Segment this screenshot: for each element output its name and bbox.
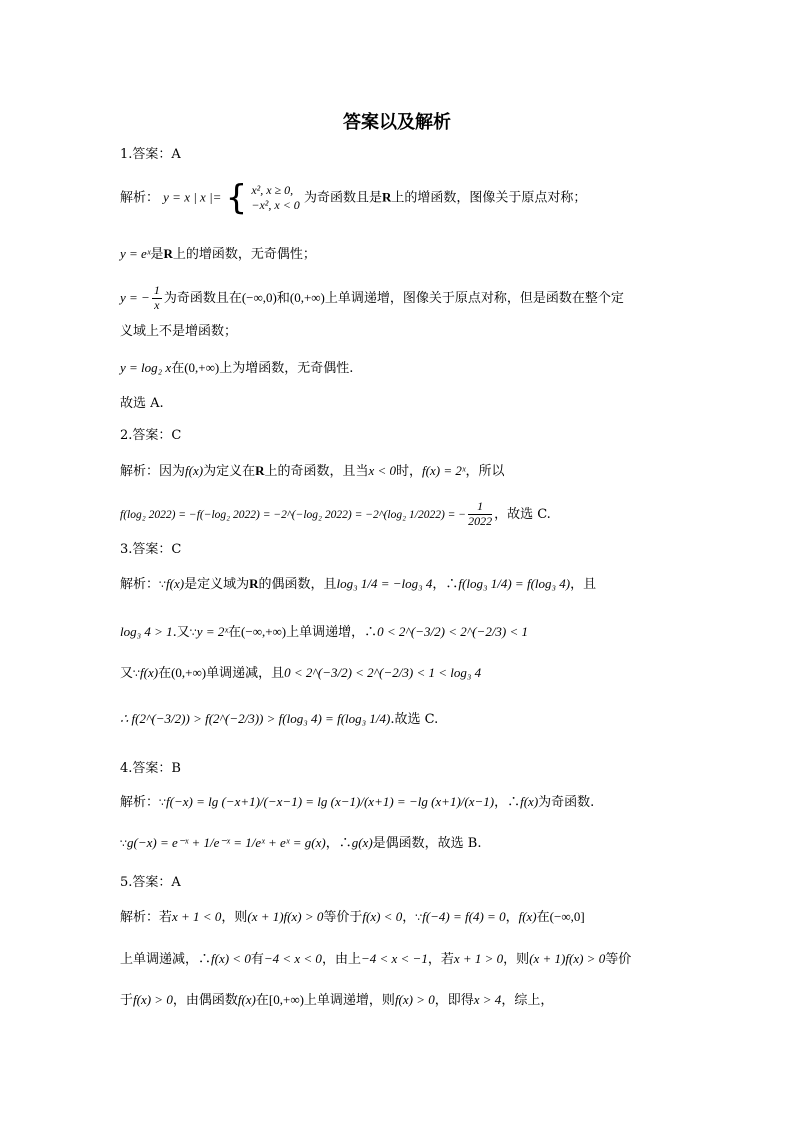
condition: x + 1 > 0 xyxy=(453,951,504,966)
text: 单调递减，且 xyxy=(206,666,285,681)
equation: g(−x) = e⁻ˣ + 1/e⁻ˣ = 1/eˣ + eˣ = g(x) xyxy=(127,835,326,850)
function: f(x) xyxy=(518,909,537,924)
text: ，故选 C. xyxy=(494,506,551,522)
q3-answer: 3.答案：C xyxy=(120,542,182,557)
condition: x + 1 < 0 xyxy=(172,909,222,924)
interval: (0,+∞) xyxy=(184,360,220,375)
q2-analysis-line2 xyxy=(120,500,551,529)
because-symbol: ∵ xyxy=(189,626,197,639)
numerator: 1 xyxy=(153,283,160,297)
because-symbol: ∵ xyxy=(159,796,167,809)
text: 上的奇函数，且当 xyxy=(264,464,369,479)
text: 有 xyxy=(250,952,264,967)
text: 时， xyxy=(396,464,423,479)
text: 解析：若 xyxy=(120,910,173,925)
interval: (−∞,0] xyxy=(549,909,585,924)
text: ，综上， xyxy=(501,993,554,1008)
equation: y = 2ˣ xyxy=(196,624,229,639)
q2-answer: 2.答案：C xyxy=(120,428,182,443)
text: 和 xyxy=(276,290,290,306)
because-symbol: ∵ xyxy=(159,578,167,591)
q4-answer: 4.答案：B xyxy=(120,761,181,776)
text: 为奇函数. xyxy=(538,795,595,810)
page-title: 答案以及解析 xyxy=(343,112,451,133)
text: 在 xyxy=(158,666,172,681)
interval: [0,+∞) xyxy=(268,992,304,1007)
text: ，由上 xyxy=(321,952,361,967)
equation: f(−4) = f(4) = 0 xyxy=(422,909,506,924)
text: 为定义在 xyxy=(203,464,256,479)
equation: y = log₂ x xyxy=(120,360,172,375)
text: 是偶函数，故选 B. xyxy=(372,836,482,851)
q5-answer: 5.答案：A xyxy=(120,875,181,890)
text: ，即得 xyxy=(434,993,474,1008)
because-symbol: ∵ xyxy=(133,667,141,680)
text: 在 xyxy=(536,910,550,925)
inequality: ∴ f(2^(−3/2)) > f(2^(−2/3)) > f(log₃ 4) = f(log₃ 1/4) xyxy=(120,711,391,726)
q4-analysis-line1 xyxy=(120,795,594,809)
interval: (0,+∞) xyxy=(171,665,207,680)
text: ， xyxy=(402,910,416,925)
text: 在 xyxy=(255,993,269,1008)
real-set: R xyxy=(255,463,265,478)
text: .又 xyxy=(172,625,190,640)
function: f(x) xyxy=(520,794,539,809)
function: f(x) xyxy=(185,463,204,478)
analysis-label: 解析： xyxy=(120,190,160,206)
text: ，则 xyxy=(503,952,530,967)
q3-analysis-line1 xyxy=(120,577,596,591)
condition: (x + 1)f(x) > 0 xyxy=(529,951,606,966)
fraction xyxy=(468,500,492,529)
condition: f(x) > 0 xyxy=(133,992,173,1007)
q1-conclusion: 故选 A. xyxy=(120,396,164,411)
text: 等价于 xyxy=(323,910,363,925)
text: ，∴ xyxy=(432,577,459,592)
text: 于 xyxy=(120,993,134,1008)
function: f(x) xyxy=(140,665,159,680)
condition: (x + 1)f(x) > 0 xyxy=(247,909,324,924)
condition: f(x) > 0 xyxy=(394,992,435,1007)
text: 上单调递增，则 xyxy=(303,993,395,1008)
equation: f(x) = 2ˣ xyxy=(422,463,466,478)
text: ，且 xyxy=(570,577,597,592)
equation: f(−x) = lg (−x+1)/(−x−1) = lg (x−1)/(x+1) = −lg (x+1)/(x−1) xyxy=(166,794,495,809)
text: ， xyxy=(505,910,519,925)
function: f(x) xyxy=(237,992,256,1007)
text: 上单调递增，∴ xyxy=(286,625,378,640)
text: 在 xyxy=(171,361,185,376)
text: 是 xyxy=(150,247,164,262)
text: 上单调递增，图像关于原点对称，但是函数在整个定 xyxy=(324,290,624,306)
text: 为奇函数且是 xyxy=(303,190,382,206)
text: 在 xyxy=(228,625,242,640)
case-1: x², x ≥ 0, xyxy=(251,183,294,197)
q1-analysis-line4: 义域上不是增函数； xyxy=(120,324,238,339)
because-symbol: ∵ xyxy=(120,837,127,850)
case-2: −x², x < 0 xyxy=(251,198,300,212)
condition: f(x) < 0 xyxy=(362,909,403,924)
function: f(x) xyxy=(166,576,185,591)
text: 解析：因为 xyxy=(120,464,186,479)
denominator: x xyxy=(154,297,160,312)
q3-analysis-line2 xyxy=(120,625,528,639)
text: ，所以 xyxy=(465,464,505,479)
interval: (−∞,0) xyxy=(241,289,277,305)
condition: f(x) < 0 xyxy=(211,951,251,966)
equation: y = − xyxy=(120,289,150,305)
real-set: R xyxy=(163,246,173,261)
equation: log₃ 1/4 = −log₃ 4 xyxy=(336,576,433,591)
condition: −4 < x < 0 xyxy=(263,951,322,966)
q1-analysis-line2 xyxy=(120,247,316,261)
equation: f(log₃ 1/4) = f(log₃ 4) xyxy=(458,576,571,591)
text: 上的增函数，无奇偶性； xyxy=(172,247,316,262)
interval: (0,+∞) xyxy=(289,289,325,305)
condition: −4 < x < −1 xyxy=(360,951,428,966)
text: 上的增函数，图像关于原点对称； xyxy=(391,190,587,206)
q1-analysis-line3 xyxy=(120,284,624,313)
q5-analysis-line1 xyxy=(120,910,585,924)
text: .故选 C. xyxy=(390,712,439,727)
text: ，若 xyxy=(427,952,454,967)
function: g(x) xyxy=(351,835,373,850)
text: 解析： xyxy=(120,795,160,810)
inequality: 0 < 2^(−3/2) < 2^(−2/3) < 1 xyxy=(377,624,529,639)
text: ，由偶函数 xyxy=(172,993,238,1008)
q3-analysis-line3 xyxy=(120,666,481,680)
q1-analysis-line5 xyxy=(120,361,353,375)
q2-analysis-line1 xyxy=(120,464,505,478)
text: ，∴ xyxy=(494,795,521,810)
q4-analysis-line2 xyxy=(120,836,481,850)
piecewise-cases xyxy=(251,183,299,213)
text: 上为增函数，无奇偶性. xyxy=(219,361,354,376)
text: ，∴ xyxy=(325,836,352,851)
text: 上单调递减，∴ xyxy=(120,952,212,967)
because-symbol: ∵ xyxy=(415,911,423,924)
text: 是定义域为 xyxy=(184,577,250,592)
condition: x > 4 xyxy=(473,992,502,1007)
text: 又 xyxy=(120,666,134,681)
equation: y = x | x |= xyxy=(163,189,222,205)
text: 的偶函数，且 xyxy=(258,577,337,592)
equation: f(log₂ 2022) = −f(−log₂ 2022) = −2^(−log₂ 2022) = −2^(log₂ 1/2022) = − xyxy=(120,508,467,521)
fraction xyxy=(152,284,162,313)
text: ，则 xyxy=(221,910,248,925)
q1-analysis-line1 xyxy=(120,178,587,218)
text: 为奇函数且在 xyxy=(163,290,242,306)
equation: y = eˣ xyxy=(120,246,151,261)
inequality: log₃ 4 > 1 xyxy=(120,624,173,639)
real-set: R xyxy=(249,576,259,591)
condition: x < 0 xyxy=(368,463,397,478)
interval: (−∞,+∞) xyxy=(241,624,287,639)
q5-analysis-line3 xyxy=(120,993,553,1007)
q3-analysis-line4 xyxy=(120,712,438,726)
q5-analysis-line2 xyxy=(120,952,631,966)
q1-answer: 1.答案：A xyxy=(120,147,181,162)
inequality: 0 < 2^(−3/2) < 2^(−2/3) < 1 < log₃ 4 xyxy=(284,665,482,680)
numerator: 1 xyxy=(468,500,492,515)
text: 解析： xyxy=(120,577,160,592)
text: 等价 xyxy=(605,952,632,967)
denominator: 2022 xyxy=(468,513,493,528)
brace-symbol: { xyxy=(225,178,248,218)
real-set: R xyxy=(381,189,392,205)
